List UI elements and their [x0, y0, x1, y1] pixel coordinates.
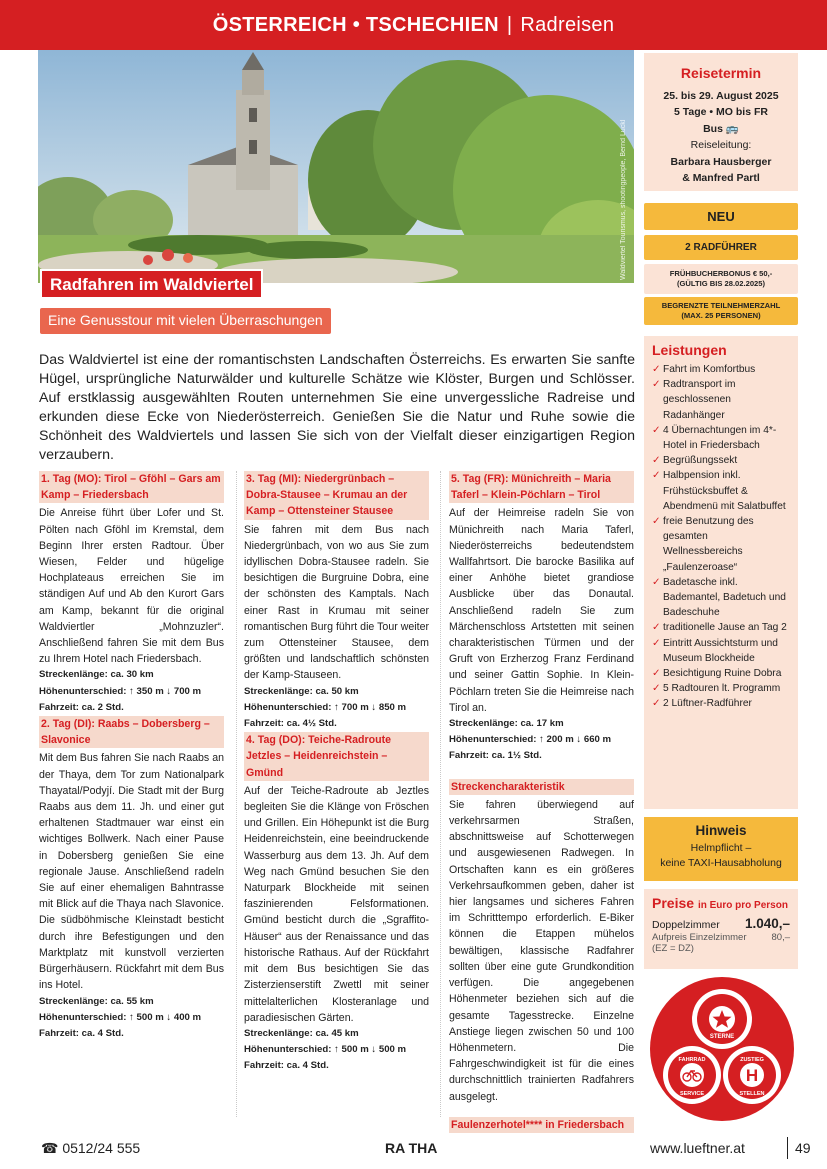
day-1-time: Fahrzeit: ca. 2 Std.: [39, 701, 124, 713]
trip-title: Radfahren im Waldviertel: [40, 269, 263, 299]
list-item: [652, 423, 790, 453]
reisetermin-date: 25. bis 29. August 2025: [663, 89, 779, 102]
check-icon: ✓: [652, 576, 661, 588]
hotel-heading: Faulenzerhotel**** in Friedersbach: [449, 1117, 634, 1133]
check-icon: ✓: [652, 698, 661, 710]
day-1-text: Die Anreise führt über Lofer und St. Pölten nach Gföhl im Kremstal, dem Beginn Ihrer ersten Radtour. Über Wiesen, Felder und hügelige Hochplateaus erreichen Sie im ständigen Auf und Ab den Kurort Gars am Kamp, bekannt für die original Waldviertler „Mohnzuzler“. Anschließend fahren Sie mit dem Bus zu Ihrem Hotel nach Friedersbach.: [39, 507, 224, 666]
strecke-text: Sie fahren überwiegend auf verkehrsarmen Straßen, abschnittsweise auf Schotterwegen und ausgewiesenen Radwegen. In Ortschaften kann es ein größeres Verkehrsaufkommen geben, daher ist hier langsames und sicheres Fahren im Schritttempo erforderlich. E-Biker können die Etappen mühelos bewältigen, klassische Radfahrer sollten über eine gute Grundkondition verfügen. Die angegebenen Höhenmeter beziehen sich auf die gesamte Tagesstrecke. Einzelne Anstiege liegen zwischen 50 und 100 Höhenmetern. Die Fahrgeschwindigkeit ist für die eines durchschnittlich trainierten Radfahrers ausgelegt.: [449, 798, 634, 1103]
day-5-time: Fahrzeit: ca. 1½ Std.: [449, 750, 542, 762]
day-1-elevation: Höhenunterschied: ↑ 350 m ↓ 700 m: [39, 685, 202, 697]
badge-graphic: [648, 975, 796, 1123]
list-item-text: Fahrt im Komfortbus: [663, 364, 756, 375]
ez-label: Aufpreis Einzelzimmer: [652, 932, 747, 943]
leistungen-box: [644, 336, 798, 809]
day-2-length: Streckenlänge: ca. 55 km: [39, 995, 154, 1007]
teilnehmer-line-1: BEGRENZTE TEILNEHMERZAHL: [661, 301, 781, 310]
neu-tag: NEU: [644, 203, 798, 230]
day-4-time: Fahrzeit: ca. 4 Std.: [244, 1060, 329, 1072]
day-3-elevation: Höhenunterschied: ↑ 700 m ↓ 850 m: [244, 701, 407, 713]
fruehbucher-line-1: FRÜHBUCHERBONUS € 50,-: [669, 269, 773, 278]
list-item: [652, 636, 790, 666]
badge-text-stellen: STELLEN: [739, 1091, 765, 1097]
list-item-text: Begrüßungssekt: [663, 455, 738, 467]
ez-note: (EZ = DZ): [652, 943, 694, 954]
header-title: ÖSTERREICH • TSCHECHIEN: [212, 13, 499, 36]
price-row-dz: [652, 916, 790, 931]
service-badge: [648, 975, 796, 1123]
reisetermin-heading: Reisetermin: [680, 65, 762, 81]
day-5-heading: 5. Tag (FR): Münichreith – Maria Taferl – Klein-Pöchlarn – Tirol: [449, 471, 634, 503]
list-item-text: Halbpension inkl. Frühstücksbuffet & Abendmenü mit Salatbuffet: [663, 470, 786, 512]
hinweis-box: [644, 817, 798, 881]
day-1-heading: 1. Tag (MO): Tirol – Gföhl – Gars am Kamp – Friedersbach: [39, 471, 224, 503]
check-icon: ✓: [652, 424, 661, 436]
list-item: [652, 575, 790, 621]
list-item: [652, 620, 790, 635]
day-2-time: Fahrzeit: ca. 4 Std.: [39, 1027, 124, 1039]
price-row-ez: [652, 932, 790, 943]
day-5-length: Streckenlänge: ca. 17 km: [449, 718, 564, 730]
reiseleitung-name-1: Barbara Hausberger: [670, 155, 772, 168]
list-item: [652, 453, 790, 468]
check-icon: ✓: [652, 364, 661, 375]
fruehbucher-line-2: (GÜLTIG BIS 28.02.2025): [676, 279, 766, 288]
preise-unit: in Euro pro Person: [697, 900, 788, 911]
day-4-heading: 4. Tag (DO): Teiche-Radroute Jetzles – Heidenreichstein – Gmünd: [244, 732, 429, 781]
leistungen-heading: Leistungen: [652, 342, 727, 358]
list-item-text: 5 Radtouren lt. Programm: [663, 683, 781, 695]
list-item-text: Eintritt Aussichtsturm und Museum Blockheide: [663, 637, 778, 664]
list-item: [652, 681, 790, 696]
hinweis-line-2: keine TAXI-Hausabholung: [660, 857, 782, 869]
day-2-heading: 2. Tag (DI): Raabs – Dobersberg – Slavonice: [39, 716, 224, 748]
reiseleitung-name-2: & Manfred Partl: [682, 172, 760, 184]
photo-credit: Waldviertel Tourismus, shootingpeople, Bernd Luckl: [620, 119, 627, 280]
day-4-text: Auf der Teiche-Radroute ab Jeztles begleiten Sie die Klänge von Fröschen und Grillen. Ein Höhepunkt ist die Burg Heidenreichstein, eine beeindruckende Wasserburg aus dem 13. Jh. Auf dem Weg nach Gmünd besuchen Sie den Naturpark Blockheide mit seinen faszinierenden Felsformationen. Gmünd besticht durch die „Sgraffito-Häuser“ aus der Renaissance und das historische Rathaus. Auf der Rückfahrt mit dem Bus besichtigen Sie das Zisterzienserstift Zwettl mit seiner mittelalterlichen Klosteranlage und paradiesischen Gärten.: [244, 784, 429, 1024]
list-item: [652, 696, 790, 711]
footer-code: RA THA: [385, 1140, 438, 1156]
list-item-text: Besichtigung Ruine Dobra: [663, 668, 782, 680]
day-3-heading: 3. Tag (MI): Niedergrünbach – Dobra-Stausee – Krumau an der Kamp – Ottensteiner Stausee: [244, 471, 429, 520]
column-divider: [440, 471, 441, 1117]
reisetermin-days: 5 Tage • MO bis FR: [674, 106, 768, 118]
hinweis-heading: Hinweis: [695, 823, 747, 838]
leistungen-list: [652, 362, 790, 712]
check-icon: ✓: [652, 683, 661, 695]
check-icon: ✓: [652, 470, 661, 482]
teilnehmer-tag: [644, 297, 798, 325]
list-item-text: 2 Lüftner-Radführer: [663, 698, 752, 710]
day-5-text: Auf der Heimreise radeln Sie von Münichreith nach Maria Taferl, Niederösterreichs bedeutendstem Wallfahrtsort. Die barocke Basilika auf einer Anhöhe bietet grandiose Ausblicke über das Donautal. Anschließend radeln Sie zum Märchenschloss Artstetten mit seinen charakteristischen Türmen und der Gruft von Erzherzog Franz Ferdinand und seiner Gattin Sophie. In Klein-Pöchlarn treten Sie die Heimreise nach Tirol an.: [449, 507, 634, 714]
list-item-text: traditionelle Jause an Tag 2: [663, 622, 787, 634]
page-footer: [0, 1133, 827, 1163]
header-bar: [0, 0, 827, 50]
day-2-elevation: Höhenunterschied: ↑ 500 m ↓ 400 m: [39, 1011, 202, 1023]
page-number: 49: [795, 1140, 811, 1156]
header-separator: |: [506, 13, 513, 36]
teilnehmer-line-2: (MAX. 25 PERSONEN): [681, 311, 761, 320]
badge-text-sterne: STERNE: [709, 1034, 735, 1040]
strecke-heading: Streckencharakteristik: [449, 779, 634, 795]
badge-text-zustieg: ZUSTIEG: [740, 1057, 764, 1063]
check-icon: ✓: [652, 637, 661, 649]
check-icon: ✓: [652, 379, 661, 391]
reiseleitung-label: Reiseleitung:: [690, 139, 752, 151]
check-icon: ✓: [652, 668, 661, 680]
column-divider: [236, 471, 237, 1117]
day-4-length: Streckenlänge: ca. 45 km: [244, 1027, 359, 1039]
hero-photo: [38, 50, 634, 283]
day-3-text: Sie fahren mit dem Bus nach Niedergrünbach, von wo aus Sie zum idyllischen Dobra-Stausee radeln. Sie besichtigen die Burgruine Dobra, eine der schönsten des Kamptals. Nach einer Rast in Krumau mit seiner romantischen Burg führt die Tour weiter zum Ottensteiner Stausee, dem größten und landschaftlich schönsten der Kamp-Stauseen.: [244, 523, 429, 682]
itinerary-column-2: [244, 471, 429, 1075]
preise-heading: [652, 895, 790, 911]
preise-box: [644, 889, 798, 969]
footer-divider: [787, 1137, 788, 1159]
itinerary-column-3: [449, 471, 634, 1135]
list-item-text: 4 Übernachtungen im 4*-Hotel in Friedersbach: [663, 424, 777, 452]
list-item: [652, 377, 790, 423]
reisetermin-box: [644, 53, 798, 191]
day-5-elevation: Höhenunterschied: ↑ 200 m ↓ 660 m: [449, 734, 612, 746]
badge-text-fahrrad: FAHRRAD: [678, 1057, 706, 1063]
header-subtitle: Radreisen: [520, 13, 615, 36]
footer-website-link[interactable]: www.lueftner.at: [650, 1140, 745, 1156]
day-4-elevation: Höhenunterschied: ↑ 500 m ↓ 500 m: [244, 1044, 407, 1056]
check-icon: ✓: [652, 455, 661, 467]
day-3-time: Fahrzeit: ca. 4½ Std.: [244, 718, 337, 730]
radfuehrer-tag: 2 RADFÜHRER: [644, 235, 798, 260]
list-item: [652, 514, 790, 575]
list-item: [652, 666, 790, 681]
day-2-text: Mit dem Bus fahren Sie nach Raabs an der Thaya, dem Tor zum Nationalpark Thayatal/Podyjí. Die Stadt mit der Burg Raabs aus dem 11. Jh. und einer gut erhaltenen Stadtmauer war einst ein wichtiges Bollwerk. Nach einer Pause in Dobersberg genießen Sie eine regionale Jause. Anschließend radeln Sie auf einer ehemaligen Bahntrasse mit Blick auf die Thaya nach Slavonice. Die südböhmische Kleinstadt besticht durch ihre Befestigungen und den Marktplatz mit kunstvoll verzierten Bürgerhäusern. Rückfahrt mit dem Bus ins Hotel.: [39, 752, 224, 992]
bus-stop-icon: H: [745, 1066, 759, 1085]
check-icon: ✓: [652, 622, 661, 634]
badge-text-service: SERVICE: [679, 1091, 705, 1097]
ez-price: 80,–: [771, 932, 790, 943]
hero-illustration: [38, 50, 634, 283]
footer-phone[interactable]: ☎ 0512/24 555: [41, 1140, 141, 1156]
dz-price: 1.040,–: [744, 916, 790, 931]
itinerary-column-1: [39, 471, 224, 1042]
list-item: [652, 468, 790, 514]
list-item: [652, 362, 790, 377]
fruehbucher-tag: [644, 264, 798, 294]
day-1-length: Streckenlänge: ca. 30 km: [39, 669, 154, 681]
dz-label: Doppelzimmer: [652, 919, 720, 931]
list-item-text: freie Benutzung des gesamten Wellnessbereichs „Faulenzeroase“: [663, 516, 754, 573]
day-3-length: Streckenlänge: ca. 50 km: [244, 685, 359, 697]
list-item-text: Badetasche inkl. Bademantel, Badetuch und Badeschuhe: [663, 576, 786, 619]
hinweis-line-1: Helmpflicht –: [690, 842, 752, 854]
intro-text: Das Waldviertel ist eine der romantischsten Landschaften Österreichs. Es erwarten Sie sanfte Hügel, ursprüngliche Naturwälder und kulturelle Schätze wie Klöster, Burgen und Schlösser. Auf erstklassig ausgewählten Routen unternehmen Sie eine unvergessliche Radreise und erkunden diese Ecke von Niederösterreich. Genießen Sie die Natur und Ruhe sowie die Schönheit des Waldviertels und lassen Sie sich von der Vielfalt dieser einzigartigen Region verzaubern.: [39, 352, 635, 463]
preise-title: Preise: [652, 895, 695, 911]
list-item-text: Radtransport im geschlossenen Radanhänger: [663, 379, 736, 421]
trip-subtitle: Eine Genusstour mit vielen Überraschungen: [40, 308, 331, 334]
reisetermin-bus: Bus 🚌: [703, 122, 739, 135]
check-icon: ✓: [652, 516, 661, 528]
